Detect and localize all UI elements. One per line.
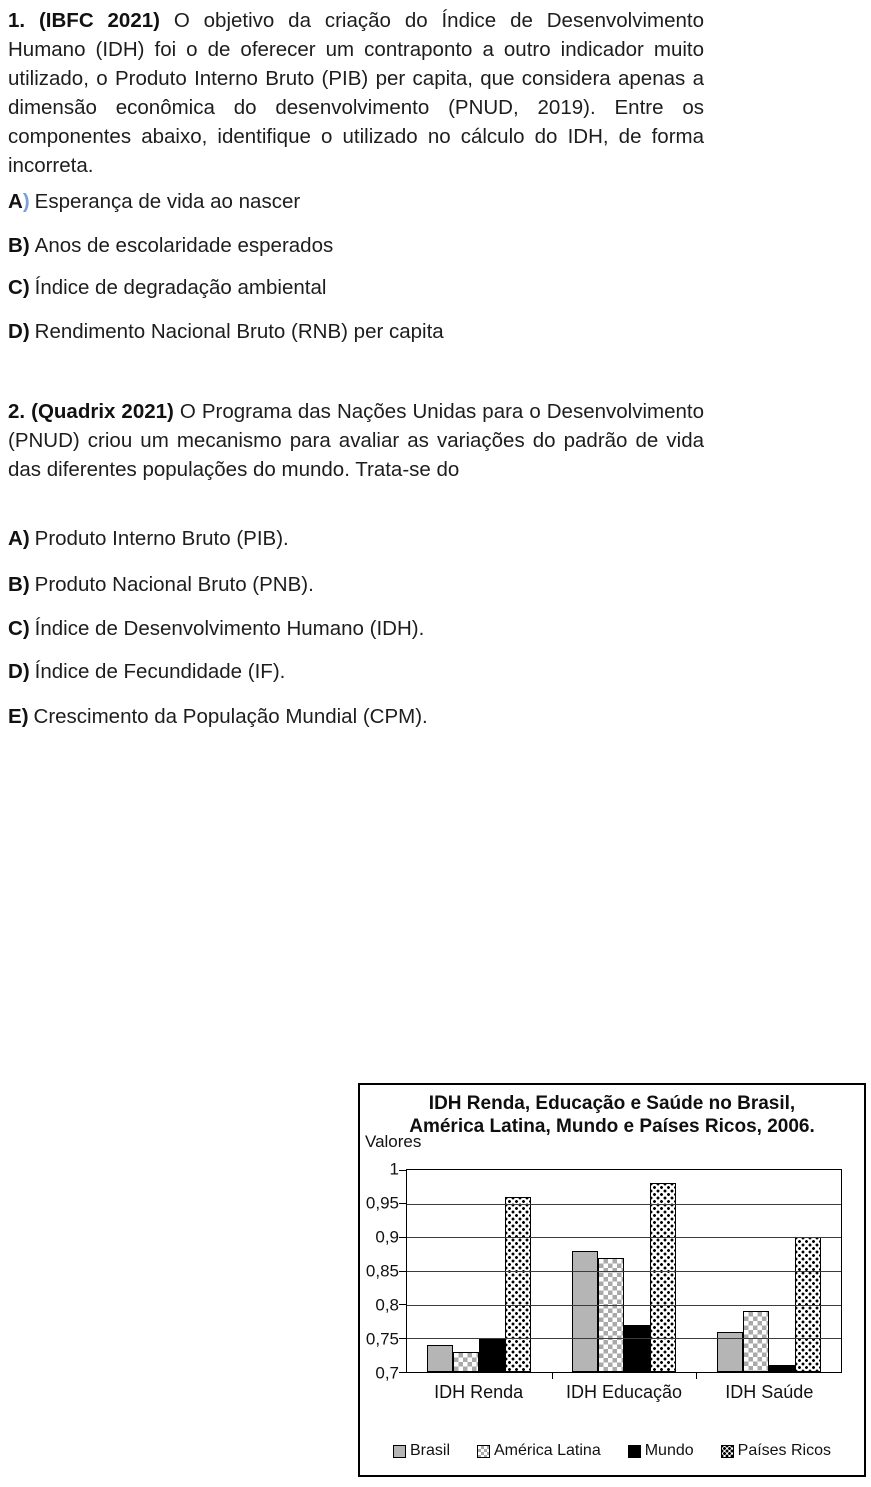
bar-mundo-idh-saude — [769, 1365, 795, 1372]
gridline — [407, 1204, 841, 1205]
legend-item-brasil — [393, 1442, 450, 1460]
legend-label: América Latina — [494, 1442, 601, 1459]
option-letter: A — [8, 190, 23, 213]
y-axis-label: Valores — [365, 1132, 422, 1151]
option-text: Crescimento da População Mundial (CPM). — [33, 705, 428, 728]
legend-item-paises-ricos — [721, 1442, 831, 1460]
y-tick-label: 0,75 — [365, 1329, 399, 1349]
y-tick-label: 1 — [389, 1159, 399, 1179]
category-label-idh-educacao: IDH Educação — [565, 1382, 683, 1402]
gridline — [407, 1338, 841, 1339]
option-text: Índice de Desenvolvimento Humano (IDH). — [34, 617, 425, 640]
question-2-text: O Programa das Nações Unidas para o Desenvolvimento (PNUD) criou um mecanismo para avaliar as variações do padrão de vida das diferentes populações do mundo. Trata-se do — [8, 400, 704, 481]
option-paren: ) — [22, 660, 30, 683]
question-2-option-d — [8, 658, 708, 685]
question-2-body — [8, 397, 704, 484]
y-tick-mark — [399, 1237, 407, 1238]
legend-label: Mundo — [644, 1442, 694, 1459]
option-text: Esperança de vida ao nascer — [34, 190, 301, 213]
legend-label: Brasil — [409, 1442, 450, 1459]
option-letter: D — [8, 320, 23, 343]
y-tick-mark — [399, 1304, 407, 1305]
option-letter: C — [8, 276, 23, 299]
option-paren: ) — [22, 573, 30, 596]
option-letter: E — [8, 705, 22, 728]
legend-swatch-mundo — [628, 1445, 641, 1458]
legend-item-america-latina — [477, 1442, 601, 1460]
question-1-number: 1. — [8, 9, 26, 32]
option-text: Produto Nacional Bruto (PNB). — [34, 573, 314, 596]
y-tick-mark — [399, 1338, 407, 1339]
question-1-option-a — [8, 188, 708, 215]
question-1-text: O objetivo da criação do Índice de Desenvolvimento Humano (IDH) foi o de oferecer um contraponto a outro indicador muito utilizado, o Produto Interno Bruto (PIB) per capita, que considera apenas a dimensão econômica do desenvolvimento (PNUD, 2019). Entre os componentes abaixo, identifique o utilizado no cálculo do IDH, de forma incorreta. — [8, 9, 704, 177]
option-paren: ) — [22, 617, 30, 640]
bar-paises-ricos-idh-educacao — [650, 1183, 676, 1372]
bar-america-latina-idh-renda — [453, 1352, 479, 1372]
question-2-option-b — [8, 571, 708, 598]
legend-swatch-paises-ricos — [721, 1445, 734, 1458]
chart-title-line1: IDH Renda, Educação e Saúde no Brasil, — [428, 1093, 796, 1114]
y-tick-mark — [399, 1170, 407, 1171]
question-2-option-e — [8, 703, 708, 730]
option-paren: ) — [21, 705, 29, 728]
x-tick-mark — [552, 1372, 553, 1379]
question-2-source: (Quadrix 2021) — [31, 400, 174, 423]
bar-paises-ricos-idh-renda — [505, 1197, 531, 1372]
bar-america-latina-idh-educacao — [598, 1258, 624, 1372]
option-paren: ) — [22, 190, 30, 213]
y-tick-label: 0,85 — [365, 1261, 399, 1281]
question-2-number: 2. — [8, 400, 26, 423]
option-paren: ) — [22, 320, 30, 343]
legend-swatch-america-latina — [477, 1445, 490, 1458]
chart-legend — [366, 1442, 858, 1460]
legend-item-mundo — [628, 1442, 694, 1460]
bar-brasil-idh-educacao — [572, 1251, 598, 1372]
x-axis-category-labels — [406, 1382, 842, 1403]
question-1-option-b — [8, 232, 708, 259]
option-text: Anos de escolaridade esperados — [34, 234, 334, 257]
bar-mundo-idh-educacao — [624, 1325, 650, 1372]
legend-label: Países Ricos — [737, 1442, 832, 1459]
question-1-option-d — [8, 318, 708, 345]
y-tick-label: 0,9 — [375, 1227, 399, 1247]
option-letter: A — [8, 527, 23, 550]
gridline — [407, 1271, 841, 1272]
question-2-option-c — [8, 615, 708, 642]
question-1-option-c — [8, 274, 708, 301]
y-tick-label: 0,7 — [375, 1363, 399, 1383]
x-tick-mark — [696, 1372, 697, 1379]
bar-america-latina-idh-saude — [743, 1311, 769, 1372]
y-tick-mark — [399, 1203, 407, 1204]
chart-title-line2: América Latina, Mundo e Países Ricos, 2006. — [409, 1116, 815, 1137]
y-tick-label: 0,95 — [365, 1193, 399, 1213]
option-paren: ) — [22, 276, 30, 299]
plot-area — [406, 1169, 842, 1373]
y-tick-mark — [399, 1372, 407, 1373]
category-label-idh-saude: IDH Saúde — [725, 1382, 814, 1402]
chart-figure — [358, 1083, 866, 1477]
option-text: Rendimento Nacional Bruto (RNB) per capita — [34, 320, 444, 343]
question-1-source: (IBFC 2021) — [38, 9, 160, 32]
question-1-body — [8, 6, 704, 180]
y-tick-label: 0,8 — [375, 1295, 399, 1315]
gridline — [407, 1237, 841, 1238]
y-axis-ticks — [360, 1159, 399, 1383]
legend-swatch-brasil — [393, 1445, 406, 1458]
question-2-option-a — [8, 525, 708, 552]
bar-mundo-idh-renda — [479, 1338, 505, 1372]
option-letter: D — [8, 660, 23, 683]
option-letter: C — [8, 617, 23, 640]
option-text: Produto Interno Bruto (PIB). — [34, 527, 289, 550]
bar-brasil-idh-renda — [427, 1345, 453, 1372]
option-text: Índice de degradação ambiental — [34, 276, 327, 299]
option-letter: B — [8, 234, 23, 257]
y-tick-mark — [399, 1271, 407, 1272]
chart-title — [360, 1092, 864, 1138]
option-paren: ) — [22, 527, 30, 550]
option-letter: B — [8, 573, 23, 596]
option-paren: ) — [22, 234, 30, 257]
option-text: Índice de Fecundidade (IF). — [34, 660, 286, 683]
gridline — [407, 1305, 841, 1306]
category-label-idh-renda: IDH Renda — [434, 1382, 524, 1402]
